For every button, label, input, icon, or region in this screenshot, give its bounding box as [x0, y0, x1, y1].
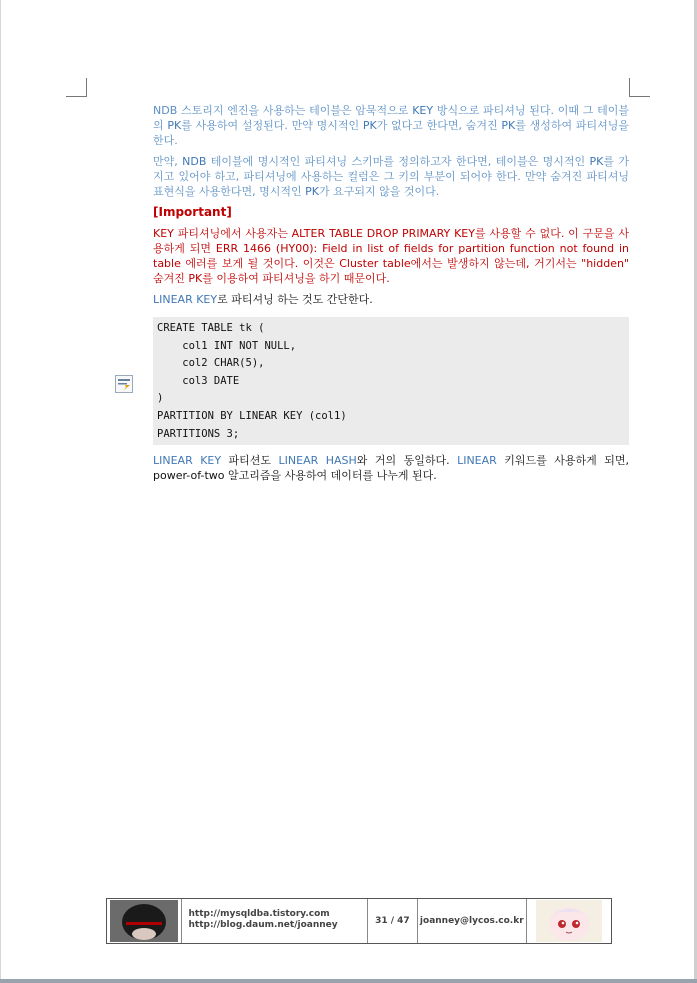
text-run: 키워드를 사용하게 되면, power-of-two 알고리즘을 사용하여 데이터를 나누게 된다. — [153, 454, 629, 483]
code-line: PARTITIONS 3; — [157, 427, 240, 440]
page-left-edge — [0, 0, 1, 983]
crop-mark-top-right-h — [629, 96, 650, 97]
blog-link-tistory[interactable]: http://mysqldba.tistory.com — [188, 909, 330, 919]
keyword: LINEAR KEY — [153, 454, 222, 468]
paragraph-linear-key-detail — [153, 453, 629, 483]
text-run: 를 사용하여 설정된다. 만약 명시적인 — [181, 119, 363, 132]
text-run: 방식으로 파티셔닝 된다. 이때 그 테이블의 — [153, 104, 629, 132]
author-avatar-icon — [110, 900, 178, 942]
keyword: KEY — [412, 104, 434, 117]
keyword: LINEAR HASH — [278, 454, 357, 468]
crop-mark-top-left-v — [86, 78, 87, 97]
paragraph-important-note: KEY 파티셔닝에서 사용자는 ALTER TABLE DROP PRIMARY KEY를 사용할 수 없다. 이 구문을 사용하게 되면 ERR 1466 (HY00): Field in list of fields for partition function not found in table 에러를 보게 될 것이다. 이것은 Cluster table에서는 발생하지 않는데, 거기서는 "hidden" 숨겨진 PK를 이용하여 파티셔닝을 하기 때문이다. — [153, 227, 629, 285]
text-run: 와 거의 동일하다. — [356, 454, 458, 468]
blog-link-daum[interactable]: http://blog.daum.net/joanney — [188, 920, 338, 930]
text-run: 만약, — [153, 155, 183, 168]
keyword: NDB — [182, 155, 207, 168]
crop-mark-top-left-h — [66, 96, 87, 97]
keyword: LINEAR KEY — [153, 293, 218, 306]
character-avatar-icon — [536, 900, 602, 942]
text-run: 로 파티셔닝 하는 것도 간단한다. — [217, 293, 373, 306]
footer-page-cell — [368, 899, 418, 943]
document-body — [153, 103, 629, 489]
code-line: PARTITION BY LINEAR KEY (col1) — [157, 409, 347, 422]
code-line: CREATE TABLE tk ( — [157, 322, 265, 334]
text-run: NDB 스토리지 엔진을 사용하는 테이블은 암묵적으로 — [153, 104, 413, 117]
comment-note-icon[interactable] — [115, 375, 133, 393]
paragraph-explicit-schema — [153, 154, 629, 199]
page-bottom-bar — [0, 979, 697, 983]
code-line: col1 INT NOT NULL, — [157, 339, 297, 352]
text-run: 를 가지고 있어야 하고, 파티셔닝에 사용하는 컬럼은 그 키의 부분이 되어야 한다. 만약 숨겨진 파티셔닝 표현식을 사용한다면, 명시적인 — [153, 155, 630, 198]
keyword: PK — [167, 119, 182, 132]
text-run: 를 생성하여 파티셔닝을 한다. — [153, 119, 630, 147]
important-heading: [Important] — [153, 205, 232, 219]
text-run: 가 없다고 한다면, 숨겨진 — [376, 119, 502, 132]
footer-avatar-cell — [107, 899, 182, 943]
author-email[interactable]: joanney@lycos.co.kr — [419, 916, 524, 926]
crop-mark-top-right-v — [629, 78, 630, 97]
text-run: 파티션도 — [221, 454, 279, 468]
keyword: LINEAR — [457, 454, 497, 468]
paragraph-ndb-partitioning — [153, 103, 629, 148]
code-line: col3 DATE — [157, 374, 240, 387]
footer-email-cell — [418, 899, 527, 943]
keyword: PK — [305, 185, 319, 198]
page-footer — [106, 898, 612, 944]
keyword: PK — [589, 155, 604, 168]
page-number: 31 / 47 — [375, 916, 410, 926]
footer-character-cell — [527, 899, 611, 943]
keyword: PK — [501, 119, 516, 132]
code-block — [153, 317, 629, 445]
text-run: 가 요구되지 않을 것이다. — [318, 185, 440, 198]
code-line: ) — [157, 392, 164, 405]
keyword: PK — [362, 119, 377, 132]
text-run: 테이블에 명시적인 파티셔닝 스키마를 정의하고자 한다면, 테이블은 명시적인 — [206, 155, 590, 168]
code-line: col2 CHAR(5), — [157, 357, 265, 370]
paragraph-linear-key-intro — [153, 292, 629, 307]
footer-urls-cell — [182, 899, 367, 943]
